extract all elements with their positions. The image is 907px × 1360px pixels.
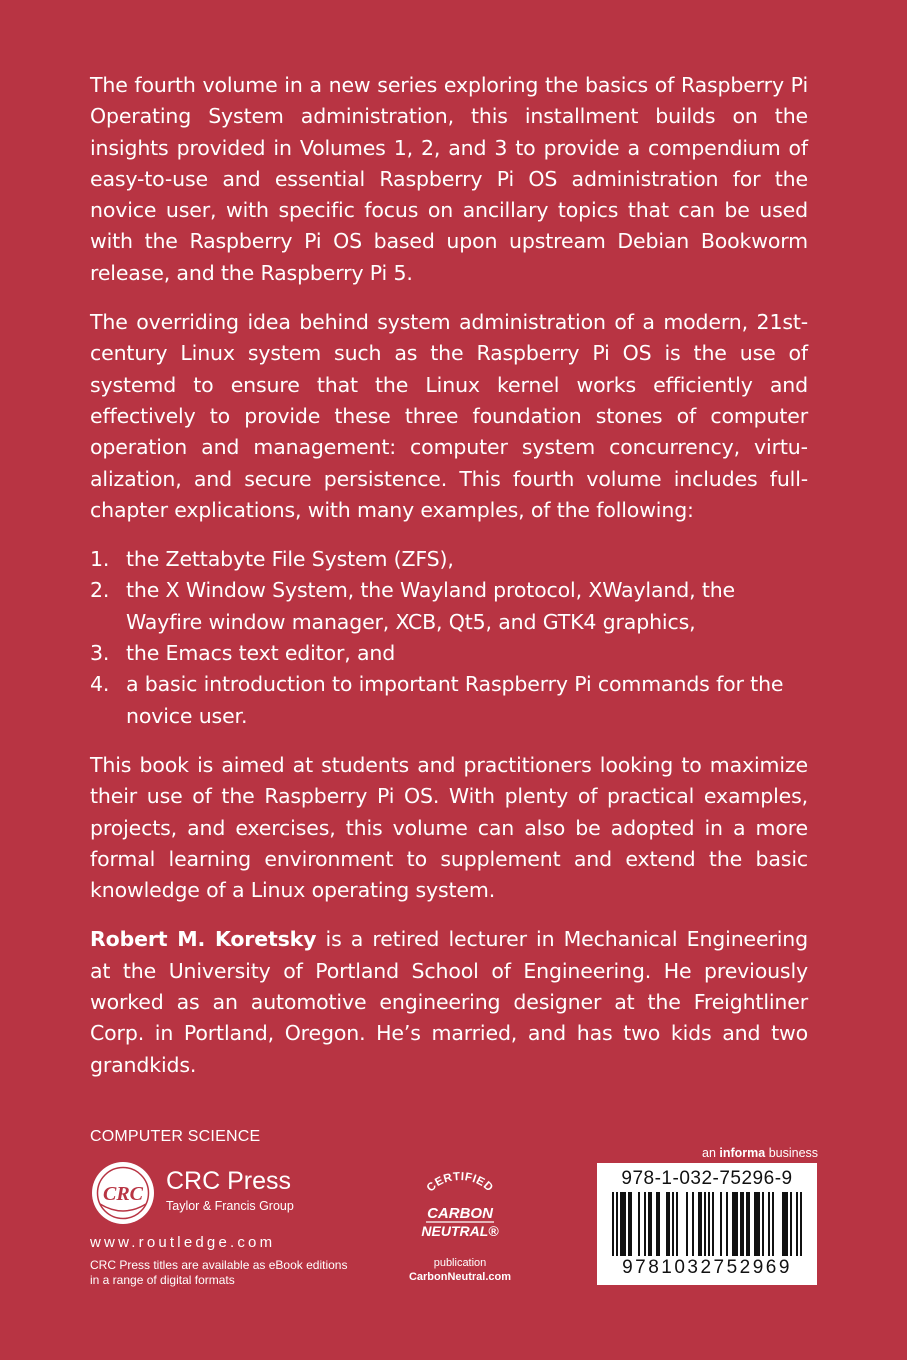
barcode-bar [666, 1192, 668, 1256]
topic-text: the Zettabyte File System (ZFS), [126, 547, 454, 572]
publisher-website: www.routledge.com [90, 1234, 276, 1251]
topic-number: 1. [90, 547, 110, 572]
barcode-bar [658, 1192, 660, 1256]
crc-logo-text: CRC [102, 1183, 144, 1205]
seal-carbon-text: CARBON [427, 1205, 493, 1222]
barcode-bar [686, 1192, 688, 1256]
svg-text:CERTIFIED [425, 1171, 496, 1195]
barcode-bar [644, 1192, 646, 1256]
barcode-bar [784, 1192, 786, 1256]
informa-suffix: business [765, 1146, 819, 1160]
barcode-bar [800, 1192, 802, 1256]
barcode [609, 1192, 805, 1256]
barcode-bar [712, 1192, 714, 1256]
barcode-bar [708, 1192, 710, 1256]
topic-item [90, 575, 808, 638]
barcode-bar [624, 1192, 626, 1256]
barcode-bar [762, 1192, 764, 1256]
topic-number: 4. [90, 672, 110, 697]
barcode-bar [790, 1192, 792, 1256]
author-name: Robert M. Koretsky [90, 927, 317, 952]
barcode-bar [622, 1192, 624, 1256]
barcode-bar [612, 1192, 614, 1256]
seal-certified-text: CERTIFIED [424, 1170, 496, 1195]
informa-business-tag [702, 1146, 818, 1160]
barcode-bar [772, 1192, 774, 1256]
barcode-bar [692, 1192, 694, 1256]
topic-number: 2. [90, 578, 110, 603]
topic-item [90, 638, 808, 669]
barcode-bar [620, 1192, 622, 1256]
topic-number: 3. [90, 641, 110, 666]
barcode-bar [638, 1192, 640, 1256]
barcode-bar [656, 1192, 658, 1256]
carbon-neutral-seal [404, 1170, 516, 1252]
barcode-bar [786, 1192, 788, 1256]
barcode-bar [732, 1192, 734, 1256]
informa-brand: informa [719, 1146, 766, 1160]
barcode-bar [630, 1192, 632, 1256]
barcode-bar [736, 1192, 738, 1256]
barcode-bar [720, 1192, 722, 1256]
barcode-bar [726, 1192, 728, 1256]
crc-press-logo [90, 1160, 156, 1226]
barcode-bar [616, 1192, 618, 1256]
topic-text: a basic introduction to important Raspberry Pi commands for the novice user. [126, 672, 784, 728]
author-bio-text: is a retired lecturer in Mechanical Engineering at the University of Portland School of Engineering. He previously worked as an automotive engineering designer at the Freightliner Corp. in Portland, Oregon. He’s married, and has two kids and two grandkids. [90, 927, 808, 1077]
carbon-neutral-url: CarbonNeutral.com [408, 1271, 512, 1283]
ebook-note: CRC Press titles are available as eBook editions in a range of digital formats [90, 1258, 348, 1287]
topic-text: the Emacs text editor, and [126, 641, 396, 666]
isbn-label: 978-1-032-75296-9 [621, 1168, 793, 1189]
barcode-bar [734, 1192, 736, 1256]
blurb-paragraph-1: The fourth volume in a new series exploring the basics of Raspberry Pi Operating System administration, this installment builds on the insights provided in Volumes 1, 2, and 3 to provide a compendium of easy-to-use and essential Raspberry Pi OS administration for the novice user, with specific focus on ancillary topics that can be used with the Raspberry Pi OS based upon upstream Debian Bookworm release, and the Raspberry Pi 5. [90, 73, 808, 285]
barcode-bar [668, 1192, 670, 1256]
blurb-paragraph-3: This book is aimed at students and practitioners looking to maximize their use of the Raspberry Pi OS. With plenty of practical examples, projects, and exercises, this volume can also be adopted in a more formal learning environment to supplement and extend the basic knowledge of a Linux operating system. [90, 752, 808, 903]
barcode-bar [756, 1192, 758, 1256]
barcode-bar [754, 1192, 756, 1256]
topic-list [90, 544, 808, 732]
barcode-bar [758, 1192, 760, 1256]
barcode-bar [782, 1192, 784, 1256]
isbn-digits: 9781032752969 [622, 1257, 792, 1278]
barcode-bar [698, 1192, 700, 1256]
barcode-bar [742, 1192, 744, 1256]
barcode-panel [597, 1163, 817, 1285]
blurb-paragraph-2: The overriding idea behind system administration of a modern, 21st-century Linux system such as the Raspberry Pi OS is the use of systemd to ensure that the Linux kernel works efficiently and effectively to provide these three foundation stones of computer operation and management: computer system concurrency, virtualization, and secure persistence. This fourth volume includes full-chapter explications, with many examples, of the following: [90, 310, 808, 522]
publisher-group: Taylor & Francis Group [166, 1199, 294, 1213]
topic-item [90, 669, 808, 732]
barcode-bar [650, 1192, 652, 1256]
carbon-publication-label: publication [433, 1257, 487, 1269]
topic-text: the X Window System, the Wayland protocol, XWayland, the Wayfire window manager, XCB, Qt5, and GTK4 graphics, [126, 578, 736, 634]
topic-item [90, 544, 808, 575]
subject-category: COMPUTER SCIENCE [90, 1128, 261, 1145]
barcode-bar [740, 1192, 742, 1256]
barcode-bar [768, 1192, 770, 1256]
informa-prefix: an [702, 1146, 720, 1160]
barcode-bar [704, 1192, 706, 1256]
blurb [90, 70, 808, 1099]
barcode-bar [796, 1192, 798, 1256]
barcode-bar [672, 1192, 674, 1256]
barcode-bar [746, 1192, 748, 1256]
carbon-neutral-caption [400, 1256, 520, 1284]
barcode-bar [648, 1192, 650, 1256]
publisher-name: CRC Press [166, 1167, 292, 1195]
seal-neutral-text: NEUTRAL® [421, 1223, 499, 1239]
author-bio [90, 924, 808, 1080]
barcode-bar [700, 1192, 702, 1256]
barcode-bar [628, 1192, 630, 1256]
barcode-bar [676, 1192, 678, 1256]
barcode-bar [748, 1192, 750, 1256]
